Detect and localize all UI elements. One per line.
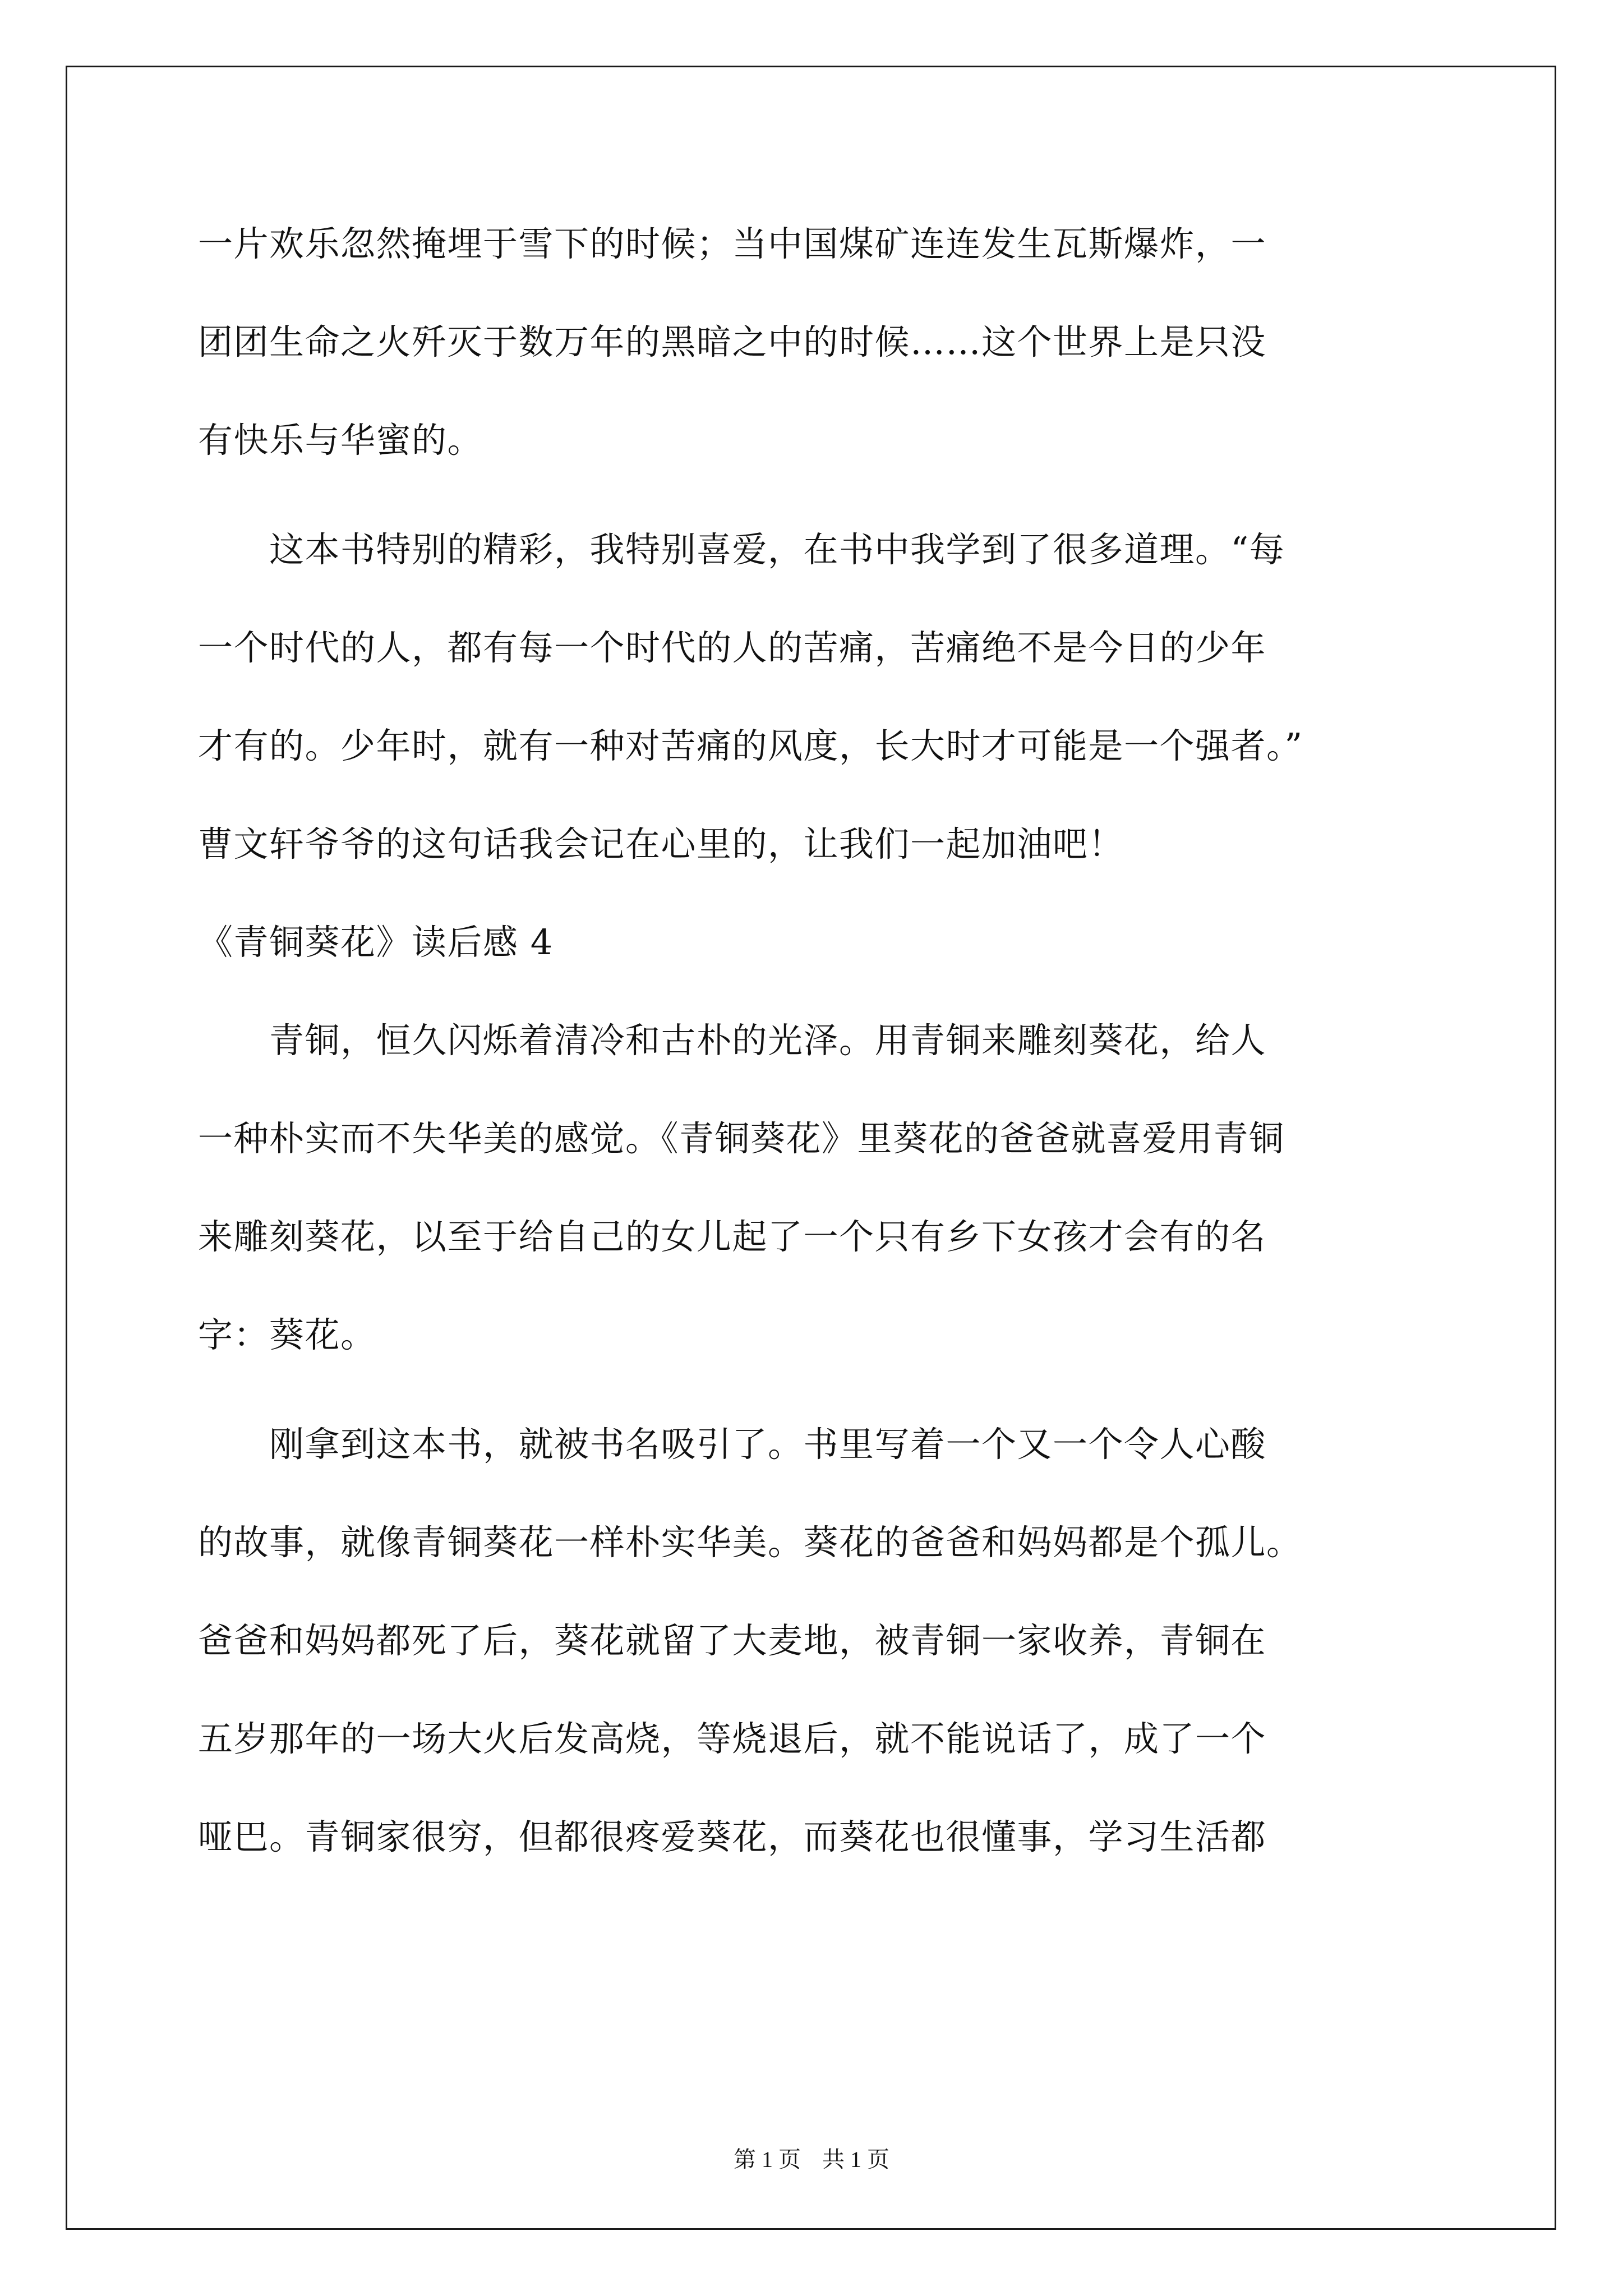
text-line: 爸爸和妈妈都死了后，葵花就留了大麦地，被青铜一家收养，青铜在: [198, 1620, 1267, 1661]
text-line: 刚拿到这本书，就被书名吸引了。书里写着一个又一个令人心酸: [198, 1424, 1267, 1465]
page-footer: [0, 2146, 1623, 2174]
text-line: 哑巴。青铜家很穷，但都很疼爱葵花，而葵花也很懂事，学习生活都: [198, 1816, 1267, 1857]
section-heading: 《青铜葵花》读后感 4: [198, 922, 554, 963]
text-line: 一片欢乐忽然掩埋于雪下的时候；当中国煤矿连连发生瓦斯爆炸，一: [198, 223, 1267, 264]
page-number: 第 1 页: [734, 2147, 801, 2172]
text-line: 才有的。少年时，就有一种对苦痛的风度，长大时才可能是一个强者。”: [198, 725, 1303, 766]
text-line: 一个时代的人，都有每一个时代的人的苦痛，苦痛绝不是今日的少年: [198, 627, 1267, 668]
text-line: 来雕刻葵花，以至于给自己的女儿起了一个只有乡下女孩才会有的名: [198, 1216, 1267, 1257]
text-line: 青铜，恒久闪烁着清冷和古朴的光泽。用青铜来雕刻葵花，给人: [198, 1020, 1267, 1061]
text-line: 字：葵花。: [198, 1314, 376, 1355]
text-line: 五岁那年的一场大火后发高烧，等烧退后，就不能说话了，成了一个: [198, 1718, 1267, 1759]
page-total: 共 1 页: [822, 2147, 889, 2172]
text-line: 有快乐与华蜜的。: [198, 420, 483, 461]
text-line: 曹文轩爷爷的这句话我会记在心里的，让我们一起加油吧！: [198, 823, 1124, 864]
text-line: 的故事，就像青铜葵花一样朴实华美。葵花的爸爸和妈妈都是个孤儿。: [198, 1522, 1302, 1563]
text-line: 一种朴实而不失华美的感觉。《青铜葵花》里葵花的爸爸就喜爱用青铜: [198, 1118, 1285, 1159]
text-line: 团团生命之火歼灭于数万年的黑暗之中的时候……这个世界上是只没: [198, 321, 1267, 362]
text-line: 这本书特别的精彩，我特别喜爱，在书中我学到了很多道理。“每: [198, 529, 1285, 570]
